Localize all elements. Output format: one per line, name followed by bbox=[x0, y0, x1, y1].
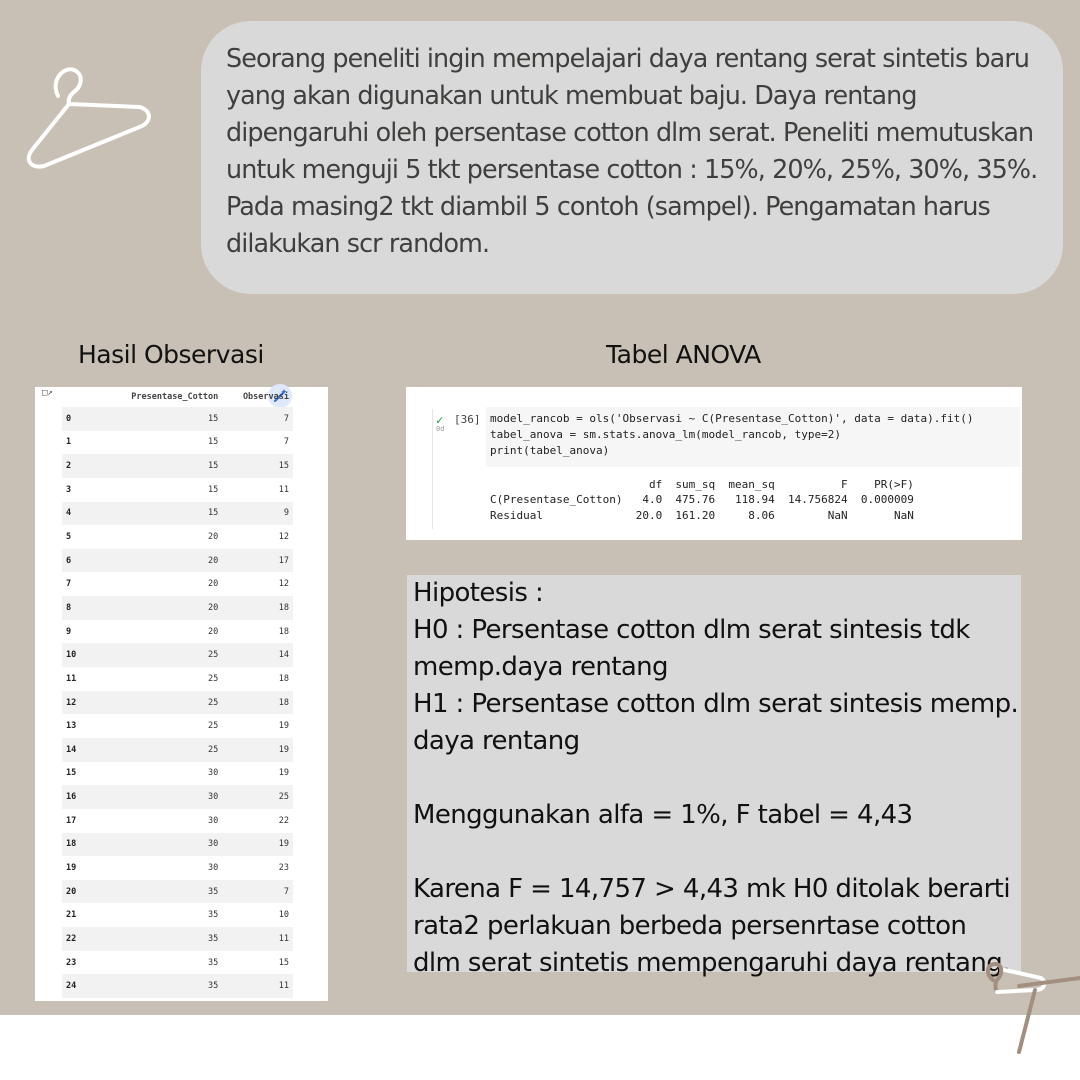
cell-gutter bbox=[432, 409, 433, 529]
observasi-value: 12 bbox=[278, 579, 289, 590]
cotton-value: 35 bbox=[208, 933, 219, 944]
cotton-value: 30 bbox=[208, 839, 219, 850]
cotton-value: 30 bbox=[208, 815, 219, 826]
observasi-value: 7 bbox=[283, 413, 289, 424]
observasi-value: 14 bbox=[278, 650, 289, 661]
observasi-value: 18 bbox=[278, 673, 289, 684]
conclusion: Karena F = 14,757 > 4,43 mk H0 ditolak berarti rata2 perlakuan berbeda persenrtase cotton dlm serat sintetis mempengaruhi daya rentang. bbox=[413, 874, 1010, 978]
cotton-value: 30 bbox=[208, 768, 219, 779]
code-line: tabel_anova = sm.stats.anova_lm(model_rancob, type=2) bbox=[490, 428, 841, 441]
table-row bbox=[62, 974, 293, 998]
row-index: 24 bbox=[66, 981, 77, 992]
cotton-value: 30 bbox=[208, 792, 219, 803]
row-index: 2 bbox=[66, 461, 72, 472]
row-index: 16 bbox=[66, 792, 77, 803]
row-index: 3 bbox=[66, 484, 72, 495]
cotton-value: 25 bbox=[208, 721, 219, 732]
row-index: 13 bbox=[66, 721, 77, 732]
table-row bbox=[62, 927, 293, 951]
cotton-value: 15 bbox=[208, 508, 219, 519]
row-index: 6 bbox=[66, 555, 72, 566]
table-row bbox=[62, 951, 293, 975]
row-index: 15 bbox=[66, 768, 77, 779]
cotton-value: 15 bbox=[208, 437, 219, 448]
cotton-value: 15 bbox=[208, 413, 219, 424]
output-row: C(Presentase_Cotton) 4.0 475.76 118.94 14.756824 0.000009 bbox=[490, 493, 914, 506]
observasi-value: 7 bbox=[283, 886, 289, 897]
row-index: 12 bbox=[66, 697, 77, 708]
cotton-value: 20 bbox=[208, 579, 219, 590]
observation-table-panel bbox=[35, 387, 328, 1001]
cotton-value: 25 bbox=[208, 744, 219, 755]
row-index: 20 bbox=[66, 886, 77, 897]
cotton-value: 20 bbox=[208, 532, 219, 543]
observasi-value: 19 bbox=[278, 768, 289, 779]
cotton-value: 15 bbox=[208, 484, 219, 495]
table-row bbox=[62, 643, 293, 667]
anova-heading: Tabel ANOVA bbox=[606, 340, 761, 369]
row-index: 5 bbox=[66, 532, 72, 543]
table-row bbox=[62, 431, 293, 455]
cotton-value: 25 bbox=[208, 650, 219, 661]
table-header-row bbox=[62, 387, 293, 407]
table-row bbox=[62, 762, 293, 786]
table-row bbox=[62, 502, 293, 526]
cotton-value: 35 bbox=[208, 957, 219, 968]
code-line: model_rancob = ols('Observasi ~ C(Presentase_Cotton)', data = data).fit() bbox=[490, 412, 974, 425]
observasi-value: 7 bbox=[283, 437, 289, 448]
hypothesis-h1: H1 : Persentase cotton dlm serat sintesis memp. daya rentang bbox=[413, 689, 1019, 756]
row-index: 18 bbox=[66, 839, 77, 850]
table-row bbox=[62, 738, 293, 762]
row-index: 23 bbox=[66, 957, 77, 968]
cotton-value: 35 bbox=[208, 981, 219, 992]
table-row bbox=[62, 809, 293, 833]
observasi-value: 11 bbox=[278, 933, 289, 944]
row-index: 7 bbox=[66, 579, 72, 590]
table-row bbox=[62, 549, 293, 573]
table-row bbox=[62, 714, 293, 738]
cotton-header: Presentase_Cotton bbox=[131, 392, 219, 402]
observasi-value: 18 bbox=[278, 626, 289, 637]
observasi-value: 23 bbox=[278, 862, 289, 873]
table-row bbox=[62, 525, 293, 549]
observasi-value: 15 bbox=[278, 957, 289, 968]
row-index: 9 bbox=[66, 626, 72, 637]
row-index: 10 bbox=[66, 650, 77, 661]
run-success-icon: ✓ bbox=[436, 413, 444, 427]
cotton-value: 15 bbox=[208, 461, 219, 472]
observasi-value: 12 bbox=[278, 532, 289, 543]
cotton-value: 30 bbox=[208, 862, 219, 873]
cotton-value: 20 bbox=[208, 626, 219, 637]
hypothesis-h0: H0 : Persentase cotton dlm serat sintesis tdk memp.daya rentang bbox=[413, 615, 970, 682]
cell-run-marker: 0d bbox=[436, 425, 445, 433]
observasi-value: 11 bbox=[278, 484, 289, 495]
observasi-value: 15 bbox=[278, 461, 289, 472]
output-header: df sum_sq mean_sq F PR(>F) bbox=[490, 478, 914, 491]
table-row bbox=[62, 454, 293, 478]
hanger-icon bbox=[22, 62, 157, 177]
hypothesis-title: Hipotesis : bbox=[413, 578, 544, 608]
hypothesis-box bbox=[407, 575, 1021, 978]
problem-statement: Seorang peneliti ingin mempelajari daya rentang serat sintetis baru yang akan digunakan untuk membuat baju. Daya rentang dipengaruhi oleh persentase cotton dlm serat. Peneliti memutuskan untuk menguji 5 tkt persentase cotton : 15%, 20%, 25%, 30%, 35%. Pada masing2 tkt diambil 5 contoh (sampel). Pengamatan harus dilakukan scr random. bbox=[201, 21, 1063, 294]
row-index: 8 bbox=[66, 602, 72, 613]
table-row bbox=[62, 407, 293, 431]
row-index: 19 bbox=[66, 862, 77, 873]
table-row bbox=[62, 572, 293, 596]
observasi-value: 18 bbox=[278, 697, 289, 708]
row-index: 21 bbox=[66, 910, 77, 921]
cotton-value: 20 bbox=[208, 555, 219, 566]
row-index: 17 bbox=[66, 815, 77, 826]
cotton-value: 25 bbox=[208, 673, 219, 684]
cotton-value: 35 bbox=[208, 910, 219, 921]
code-line: print(tabel_anova) bbox=[490, 444, 610, 457]
alpha-statement: Menggunakan alfa = 1%, F tabel = 4,43 bbox=[413, 800, 913, 830]
table-row bbox=[62, 785, 293, 809]
observasi-value: 19 bbox=[278, 839, 289, 850]
observasi-value: 19 bbox=[278, 721, 289, 732]
observation-table-body bbox=[62, 407, 293, 998]
cotton-value: 35 bbox=[208, 886, 219, 897]
observasi-value: 25 bbox=[278, 792, 289, 803]
table-row bbox=[62, 833, 293, 857]
row-index: 14 bbox=[66, 744, 77, 755]
observasi-value: 17 bbox=[278, 555, 289, 566]
observasi-header: Observasi bbox=[242, 392, 289, 402]
anova-code-cell bbox=[406, 387, 1022, 540]
output-row: Residual 20.0 161.20 8.06 NaN NaN bbox=[490, 509, 914, 522]
row-index: 22 bbox=[66, 933, 77, 944]
table-corner-icon: □↗ bbox=[42, 388, 53, 398]
observasi-value: 22 bbox=[278, 815, 289, 826]
table-row bbox=[62, 667, 293, 691]
observation-heading: Hasil Observasi bbox=[78, 340, 264, 369]
table-row bbox=[62, 620, 293, 644]
hanger-corner-icon bbox=[975, 960, 1080, 1060]
table-row bbox=[62, 596, 293, 620]
cotton-value: 20 bbox=[208, 602, 219, 613]
observasi-value: 10 bbox=[278, 910, 289, 921]
row-index: 1 bbox=[66, 437, 72, 448]
observasi-value: 19 bbox=[278, 744, 289, 755]
table-row bbox=[62, 856, 293, 880]
observasi-value: 11 bbox=[278, 981, 289, 992]
table-row bbox=[62, 903, 293, 927]
row-index: 4 bbox=[66, 508, 72, 519]
row-index: 0 bbox=[66, 413, 72, 424]
table-row bbox=[62, 691, 293, 715]
row-index: 11 bbox=[66, 673, 77, 684]
table-row bbox=[62, 478, 293, 502]
cell-prompt: [36] bbox=[454, 413, 481, 426]
observation-table bbox=[62, 387, 293, 998]
index-header bbox=[62, 387, 98, 407]
observasi-value: 18 bbox=[278, 602, 289, 613]
observasi-value: 9 bbox=[283, 508, 289, 519]
cotton-value: 25 bbox=[208, 697, 219, 708]
table-row bbox=[62, 880, 293, 904]
